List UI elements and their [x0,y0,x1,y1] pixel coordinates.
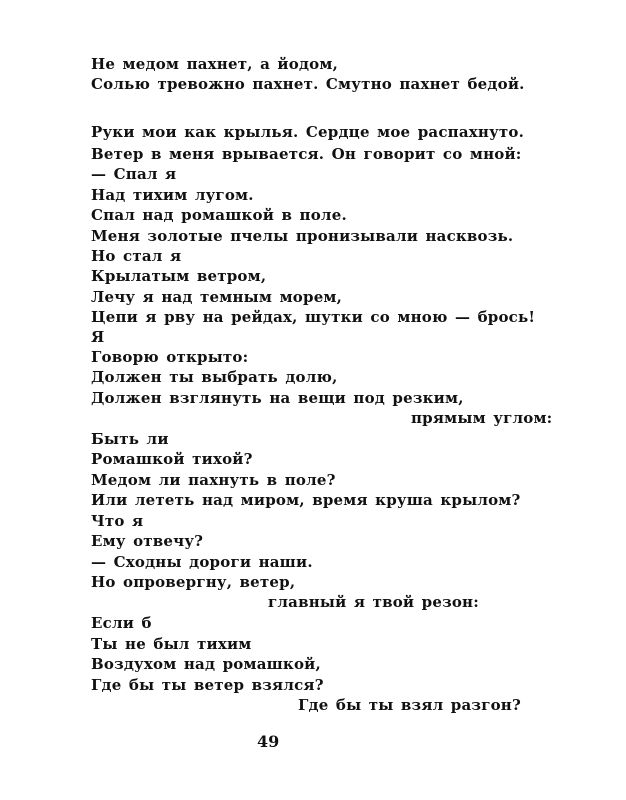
poem-line: Спал над ромашкой в поле. [91,206,347,224]
poem-line: Медом ли пахнуть в поле? [91,471,336,489]
poem-line: Солью тревожно пахнет. Смутно пахнет бедой. [91,75,525,93]
page-number: 49 [257,732,280,751]
poem-line-indented: прямым углом: [411,409,553,427]
poem-line: Ветер в меня врывается. Он говорит со мной: [91,145,522,163]
poem-line: Должен ты выбрать долю, [91,368,338,386]
poem-line: Лечу я над темным морем, [91,288,343,306]
poem-line: Цепи я рву на рейдах, шутки со мною — брось! [91,308,536,326]
poem-line: Но опровергну, ветер, [91,573,296,591]
poem-line-indented: Где бы ты взял разгон? [298,696,521,714]
poem-line: Воздухом над ромашкой, [91,655,321,673]
poem-line: Не медом пахнет, а йодом, [91,55,338,73]
poem-line: Должен взглянуть на вещи под резким, [91,389,464,407]
poem-line: Если б [91,614,152,632]
poem-line: Быть ли [91,430,169,448]
poem-line-indented: главный я твой резон: [268,593,479,611]
poem-line: Или лететь над миром, время круша крылом? [91,491,521,509]
poem-line: Но стал я [91,247,182,265]
poem-line: Руки мои как крылья. Сердце мое распахнуто. [91,123,524,141]
poem-line: — Сходны дороги наши. [91,553,313,571]
poem-line: Говорю открыто: [91,348,249,366]
poem-line: Что я [91,512,144,530]
poem-line: Меня золотые пчелы пронизывали насквозь. [91,227,514,245]
poem-line: Ромашкой тихой? [91,450,253,468]
poem-line: Крылатым ветром, [91,267,267,285]
poem-line: Я [91,328,105,346]
poem-line: Где бы ты ветер взялся? [91,676,324,694]
poem-line: Ему отвечу? [91,532,204,550]
poem-line: Над тихим лугом. [91,186,254,204]
poem-line: — Спал я [91,165,177,183]
poem-line: Ты не был тихим [91,635,252,653]
